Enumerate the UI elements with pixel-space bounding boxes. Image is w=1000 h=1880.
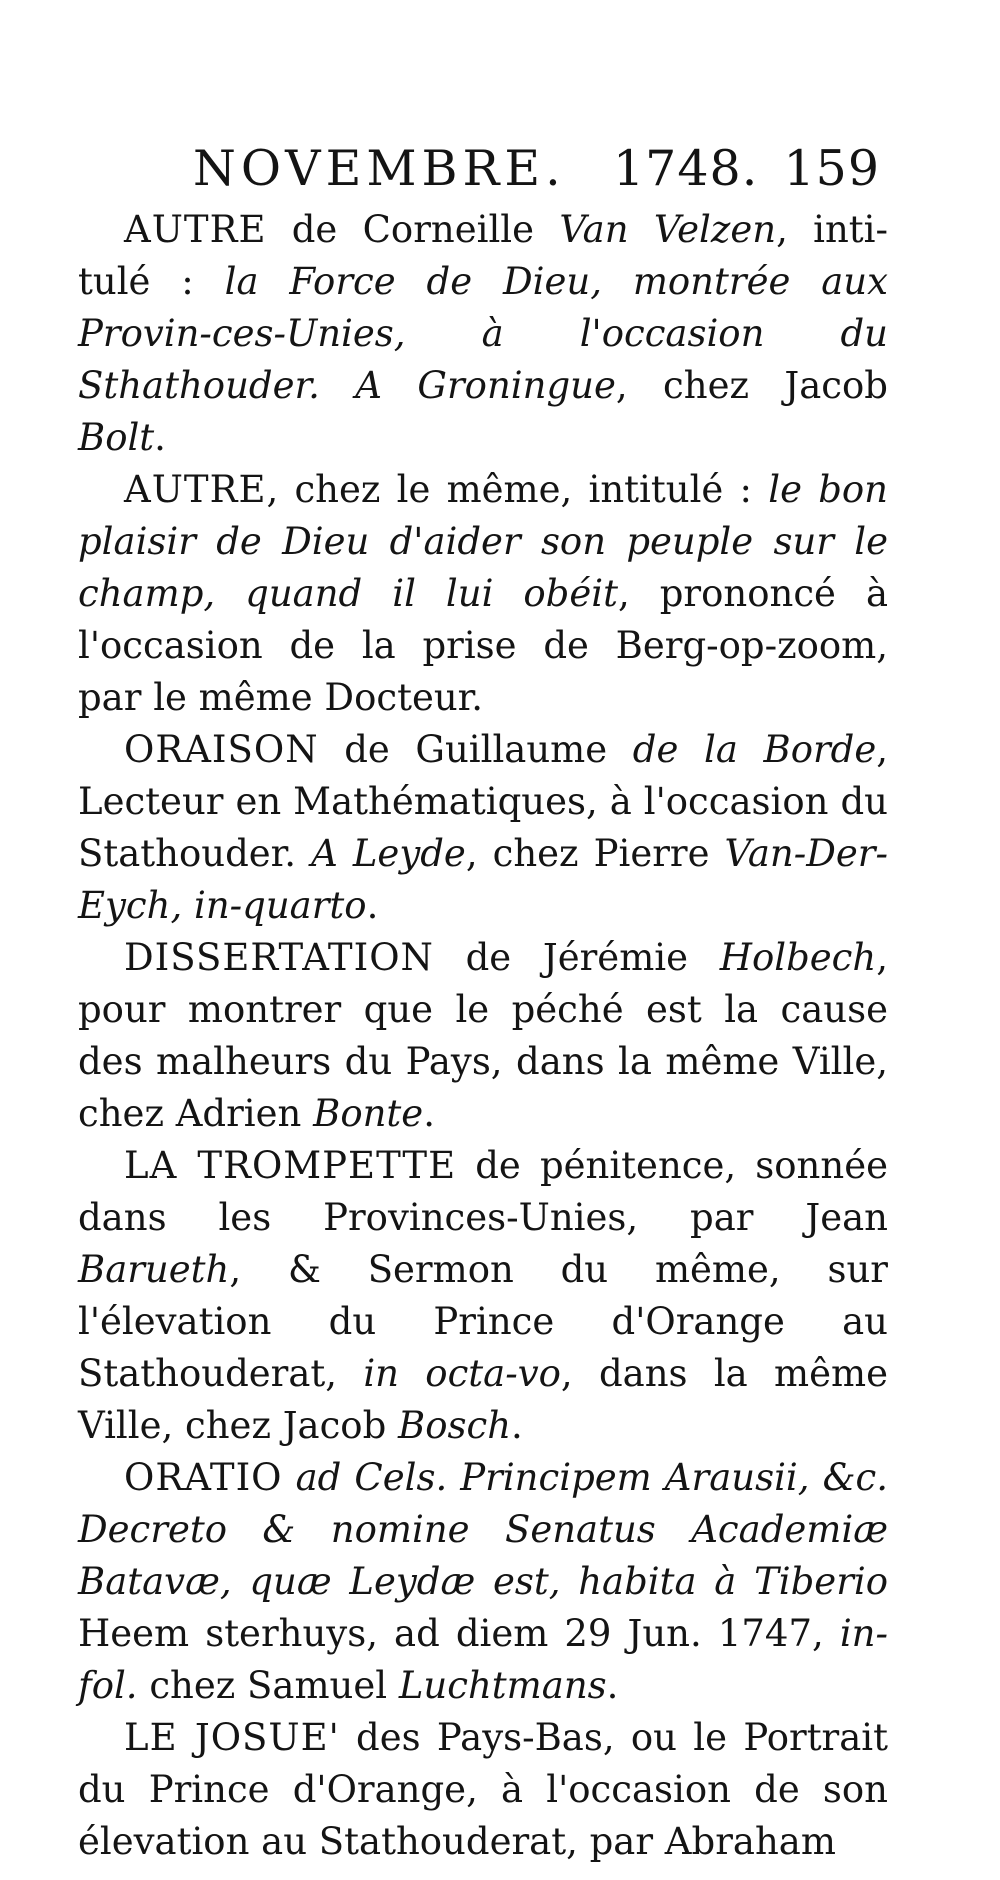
entry-text: , inti-tulé :: [78, 208, 889, 303]
entry-italic-text: la Force de Dieu, montrée aux Provin-ces-Unies, à l'occasion du Sthathouder. A Groningue: [78, 260, 888, 407]
entry-text: .: [606, 1664, 619, 1707]
entry-italic-text: Bosch: [398, 1404, 512, 1447]
entry-italic-text: A Leyde: [311, 832, 466, 875]
header-year: 1748.: [613, 140, 759, 197]
entry-text: , chez Pierre: [465, 832, 725, 875]
entry-text: de Corneille: [266, 208, 560, 251]
entry-la-trompette: [78, 1140, 888, 1452]
entry-lead-word: AUTRE: [124, 208, 267, 251]
entry-italic-text: Bolt: [78, 416, 155, 459]
entry-text: de pénitence, sonnée dans les Provinces-Unies, par Jean: [78, 1144, 888, 1239]
entry-text: de Jérémie: [433, 936, 720, 979]
entry-lead-word: LA TROMPETTE: [124, 1144, 457, 1187]
entry-text: chez Samuel: [137, 1664, 399, 1707]
entry-lead-word: DISSERTATION: [124, 936, 434, 979]
entry-italic-text: Bonte: [313, 1092, 424, 1135]
entry-text: , Lecteur en Mathématiques, à l'occasion du Stathouder.: [78, 728, 889, 875]
entry-autre-van-velzen: [78, 204, 888, 464]
entry-italic-text: Luchtmans: [398, 1664, 607, 1707]
running-header: [78, 140, 888, 204]
entry-italic-text: Barueth: [78, 1248, 230, 1291]
entry-dissertation-holbech: [78, 932, 888, 1140]
entry-text: , pour montrer que le péché est la cause des malheurs du Pays, dans la même Ville, chez Adrien: [78, 936, 888, 1135]
entry-text: .: [154, 416, 166, 459]
entry-lead-word: ORATIO: [124, 1456, 283, 1499]
entry-italic-text: in octa-vo: [363, 1352, 561, 1395]
book-page: [78, 140, 888, 1868]
entry-italic-text: de la Borde: [632, 728, 877, 771]
entry-text: , prononcé à l'occasion de la prise de Berg-op-zoom, par le même Docteur.: [78, 572, 888, 719]
page-number: 159: [783, 140, 880, 197]
entry-text: Heem sterhuys, ad diem 29 Jun. 1747,: [78, 1612, 840, 1655]
entry-lead-word: ORAISON: [124, 728, 319, 771]
entry-text: , dans la même Ville, chez Jacob: [78, 1352, 888, 1447]
header-title: NOVEMBRE.: [193, 140, 566, 197]
entry-autre-bon-plaisir: [78, 464, 888, 724]
entry-text: .: [366, 884, 379, 927]
entry-lead-word: LE JOSUE': [124, 1716, 340, 1759]
entry-text: de Guillaume: [318, 728, 633, 771]
entry-italic-text: Van-Der-Eych, in-quarto: [78, 832, 888, 927]
entry-oratio: [78, 1452, 888, 1712]
entry-italic-text: Van Velzen: [559, 208, 777, 251]
entry-text: , & Sermon du même, sur l'élevation du Prince d'Orange au Stathouderat,: [78, 1248, 888, 1395]
entry-italic-text: le bon plaisir de Dieu d'aider son peuple sur le champ, quand il lui obéit: [78, 468, 888, 615]
entry-italic-text: Holbech: [719, 936, 877, 979]
entry-le-josue: [78, 1712, 888, 1868]
entry-text: , chez le même, intitulé :: [266, 468, 769, 511]
entry-italic-text: in-fol.: [78, 1612, 888, 1707]
entry-text: .: [511, 1404, 523, 1447]
entry-italic-text: ad Cels. Principem Arausii, &c. Decreto & nomine Senatus Academiæ Batavæ, quæ Leydæ est, habita à Tiberio: [78, 1456, 888, 1603]
entry-text: , chez Jacob: [615, 364, 888, 407]
entry-text: .: [423, 1092, 435, 1135]
entry-lead-word: AUTRE: [124, 468, 267, 511]
entry-text: des Pays-Bas, ou le Portrait du Prince d'Orange, à l'occasion de son élevation au Stathouderat, par Abraham: [78, 1716, 889, 1863]
entry-oraison-de-la-borde: [78, 724, 888, 932]
